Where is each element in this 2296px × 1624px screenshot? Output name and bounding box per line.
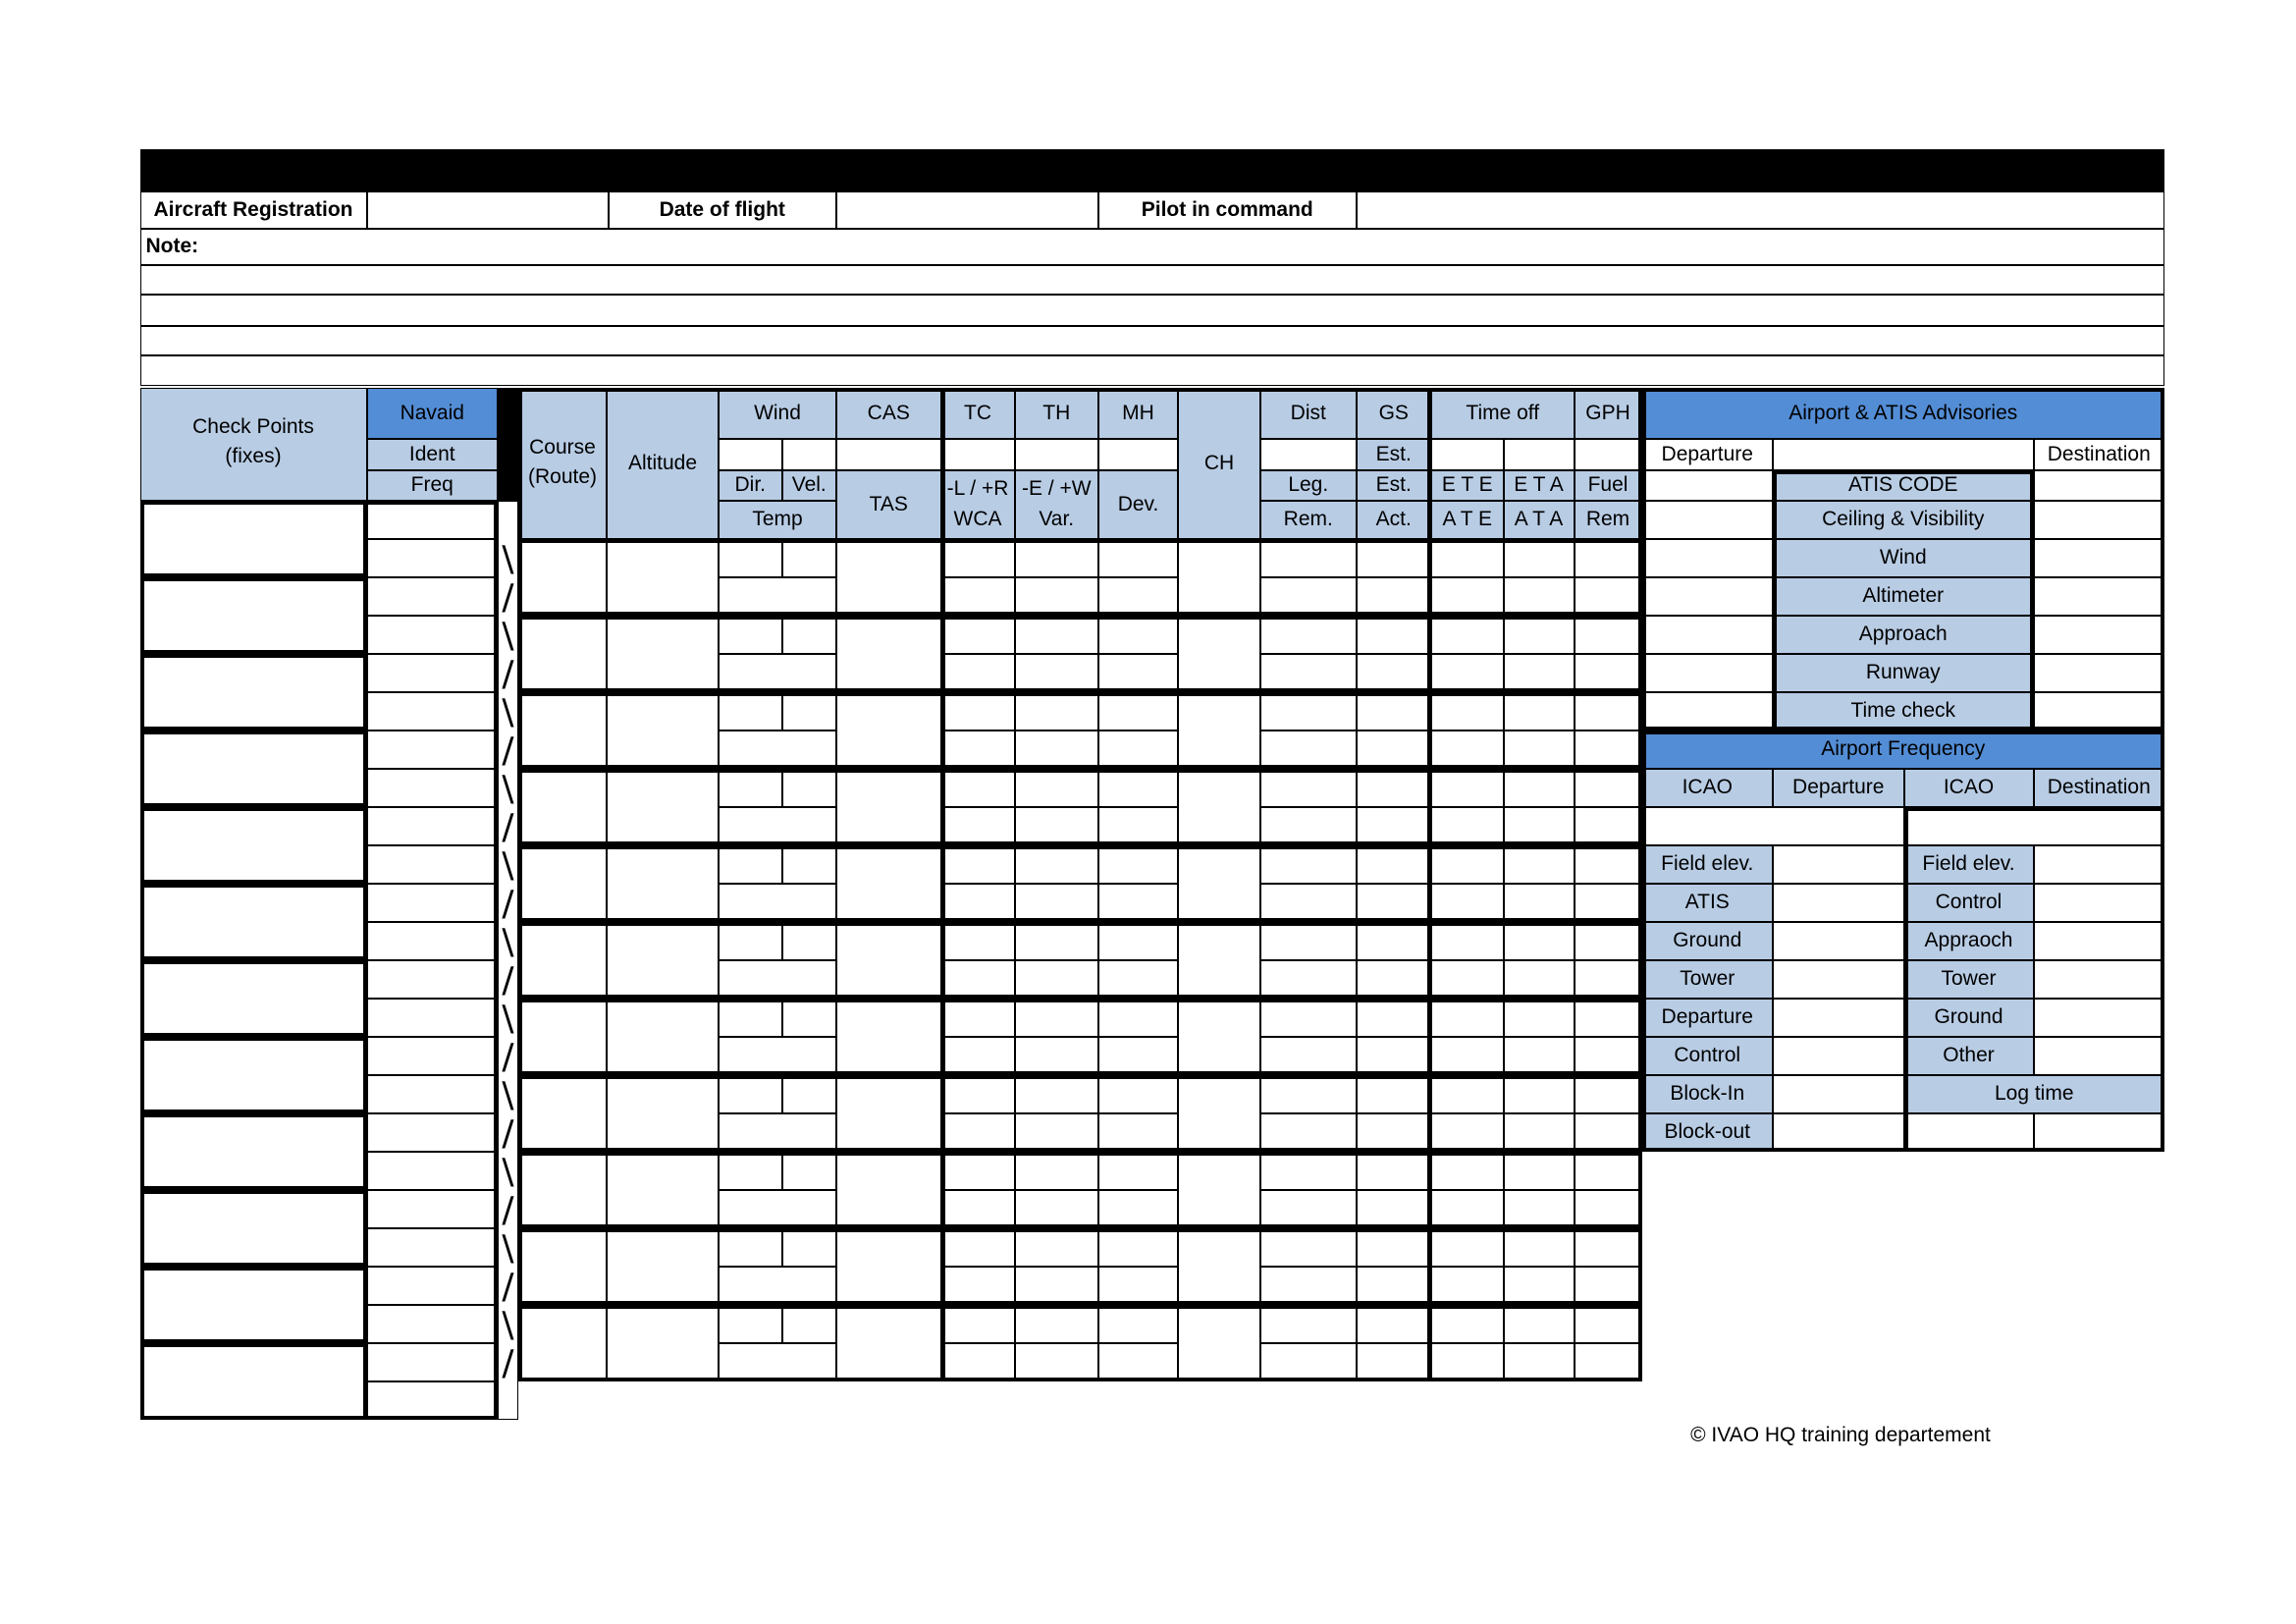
course-label: Course <box>529 435 596 459</box>
fuel-header: Fuel <box>1587 473 1629 497</box>
slash-mark: / <box>502 580 514 616</box>
gs-est-header: Est. <box>1375 442 1412 465</box>
pilot-in-command-label: Pilot in command <box>1141 197 1313 221</box>
footer-copyright: © IVAO HQ training departement <box>1690 1424 1991 1447</box>
dist-leg-header: Leg. <box>1288 473 1329 497</box>
slash-mark: / <box>502 887 514 922</box>
atis-items-frame <box>1773 470 2034 731</box>
ate-header: A T E <box>1442 508 1493 531</box>
separator-block <box>498 388 518 502</box>
freq-right-item-0: Field elev. <box>1922 852 2015 876</box>
backslash-mark: \ <box>502 1078 514 1113</box>
mh-header: MH <box>1122 401 1154 424</box>
gs-act-header: Act. <box>1375 508 1412 531</box>
note-line[interactable] <box>140 295 2165 326</box>
slash-mark: / <box>502 963 514 999</box>
altitude-header: Altitude <box>627 451 698 474</box>
note-line[interactable] <box>140 326 2165 355</box>
backslash-mark: \ <box>502 1001 514 1037</box>
freq-left-item-3: Tower <box>1680 967 1735 991</box>
freq-header: Freq <box>410 473 454 497</box>
freq-right-item-2: Appraoch <box>1924 929 2013 952</box>
ch-header: CH <box>1203 451 1235 474</box>
wca-label: WCA <box>953 508 1002 531</box>
backslash-mark: \ <box>502 695 514 731</box>
backslash-mark: \ <box>502 1155 514 1190</box>
th-header: TH <box>1042 401 1071 424</box>
backslash-mark: \ <box>502 542 514 577</box>
tas-header: TAS <box>869 492 908 515</box>
time-off-header: Time off <box>1466 401 1540 424</box>
slash-mark: / <box>502 1270 514 1305</box>
freq-left-item-1: ATIS <box>1684 891 1730 914</box>
atis-item-4: Approach <box>1858 623 1948 646</box>
aircraft-registration-field[interactable] <box>367 191 609 229</box>
freq-right-item-1: Control <box>1935 891 2002 914</box>
freq-left-item-2: Ground <box>1673 929 1742 952</box>
freq-right-frame <box>1904 807 2165 1152</box>
dist-rem-header: Rem. <box>1283 508 1333 531</box>
freq-left-item-7: Block-out <box>1664 1120 1751 1144</box>
gs-est2-header: Est. <box>1375 473 1412 497</box>
slash-mark: / <box>502 810 514 845</box>
wind-header: Wind <box>754 401 801 424</box>
ident-header: Ident <box>408 442 455 465</box>
atis-item-0: ATIS CODE <box>1847 473 1958 497</box>
gph-header: GPH <box>1585 401 1630 424</box>
gs-header: GS <box>1378 401 1409 424</box>
pilot-in-command-field[interactable] <box>1357 191 2165 229</box>
freq-right-item-3: Tower <box>1941 967 1997 991</box>
atis-item-2: Wind <box>1879 546 1927 569</box>
cas-header: CAS <box>867 401 910 424</box>
atis-item-3: Altimeter <box>1862 584 1945 608</box>
backslash-mark: \ <box>502 1308 514 1343</box>
dist-header: Dist <box>1290 401 1326 424</box>
wind-dir-header: Dir. <box>734 473 766 497</box>
freq-left-item-6: Block-In <box>1670 1082 1745 1106</box>
wind-vel-header: Vel. <box>791 473 827 497</box>
slash-mark: / <box>502 733 514 769</box>
fixes-label: (fixes) <box>225 444 282 467</box>
atis-title: Airport & ATIS Advisories <box>1789 401 2018 424</box>
backslash-mark: \ <box>502 848 514 884</box>
fuel-rem-header: Rem <box>1585 508 1630 531</box>
aircraft-registration-label: Aircraft Registration <box>153 197 353 221</box>
date-of-flight-label: Date of flight <box>659 197 785 221</box>
note-label: Note: <box>145 235 199 258</box>
freq-icao-departure: ICAO <box>1682 776 1733 799</box>
slash-mark: / <box>502 1116 514 1152</box>
tc-header: TC <box>964 401 991 424</box>
note-line[interactable] <box>140 265 2165 295</box>
ata-header: A T A <box>1514 508 1564 531</box>
slash-mark: / <box>502 1193 514 1228</box>
freq-title: Airport Frequency <box>1821 737 1986 761</box>
note-line[interactable] <box>140 355 2165 387</box>
ete-header: E T E <box>1441 473 1493 497</box>
navaid-header: Navaid <box>400 401 464 424</box>
atis-destination-header: Destination <box>2047 442 2151 465</box>
slash-mark: / <box>502 657 514 692</box>
freq-right-item-5: Other <box>1943 1044 1995 1067</box>
backslash-mark: \ <box>502 1231 514 1267</box>
checkpoints-frame <box>140 501 499 1420</box>
backslash-mark: \ <box>502 772 514 807</box>
date-of-flight-field[interactable] <box>836 191 1098 229</box>
atis-item-5: Runway <box>1865 661 1941 684</box>
slash-mark: / <box>502 1040 514 1075</box>
log-time-header: Log time <box>1994 1082 2074 1106</box>
backslash-mark: \ <box>502 619 514 654</box>
wca-sign-label: -L / +R <box>946 476 1009 500</box>
temp-header: Temp <box>752 508 803 531</box>
freq-destination-header: Destination <box>2047 776 2151 799</box>
heading-group-frame <box>941 388 1432 1382</box>
freq-departure-header: Departure <box>1792 776 1885 799</box>
freq-left-item-0: Field elev. <box>1661 852 1754 876</box>
freq-right-item-4: Ground <box>1934 1005 2003 1029</box>
freq-left-item-4: Departure <box>1661 1005 1753 1029</box>
slash-mark: / <box>502 1346 514 1381</box>
note-line[interactable] <box>140 229 2165 266</box>
atis-item-1: Ceiling & Visibility <box>1822 508 1985 531</box>
check-points-label: Check Points <box>192 414 314 438</box>
freq-icao-destination: ICAO <box>1943 776 1995 799</box>
atis-departure-header: Departure <box>1661 442 1753 465</box>
var-sign-label: -E / +W <box>1021 476 1092 500</box>
route-label: (Route) <box>527 464 598 488</box>
atis-item-6: Time check <box>1850 699 1956 723</box>
var-label: Var. <box>1039 508 1075 531</box>
backslash-mark: \ <box>502 925 514 960</box>
eta-header: E T A <box>1514 473 1564 497</box>
dev-header: Dev. <box>1117 492 1159 515</box>
page-title: VFR NAVIGATION LOG <box>982 152 1323 189</box>
freq-left-item-5: Control <box>1674 1044 1741 1067</box>
